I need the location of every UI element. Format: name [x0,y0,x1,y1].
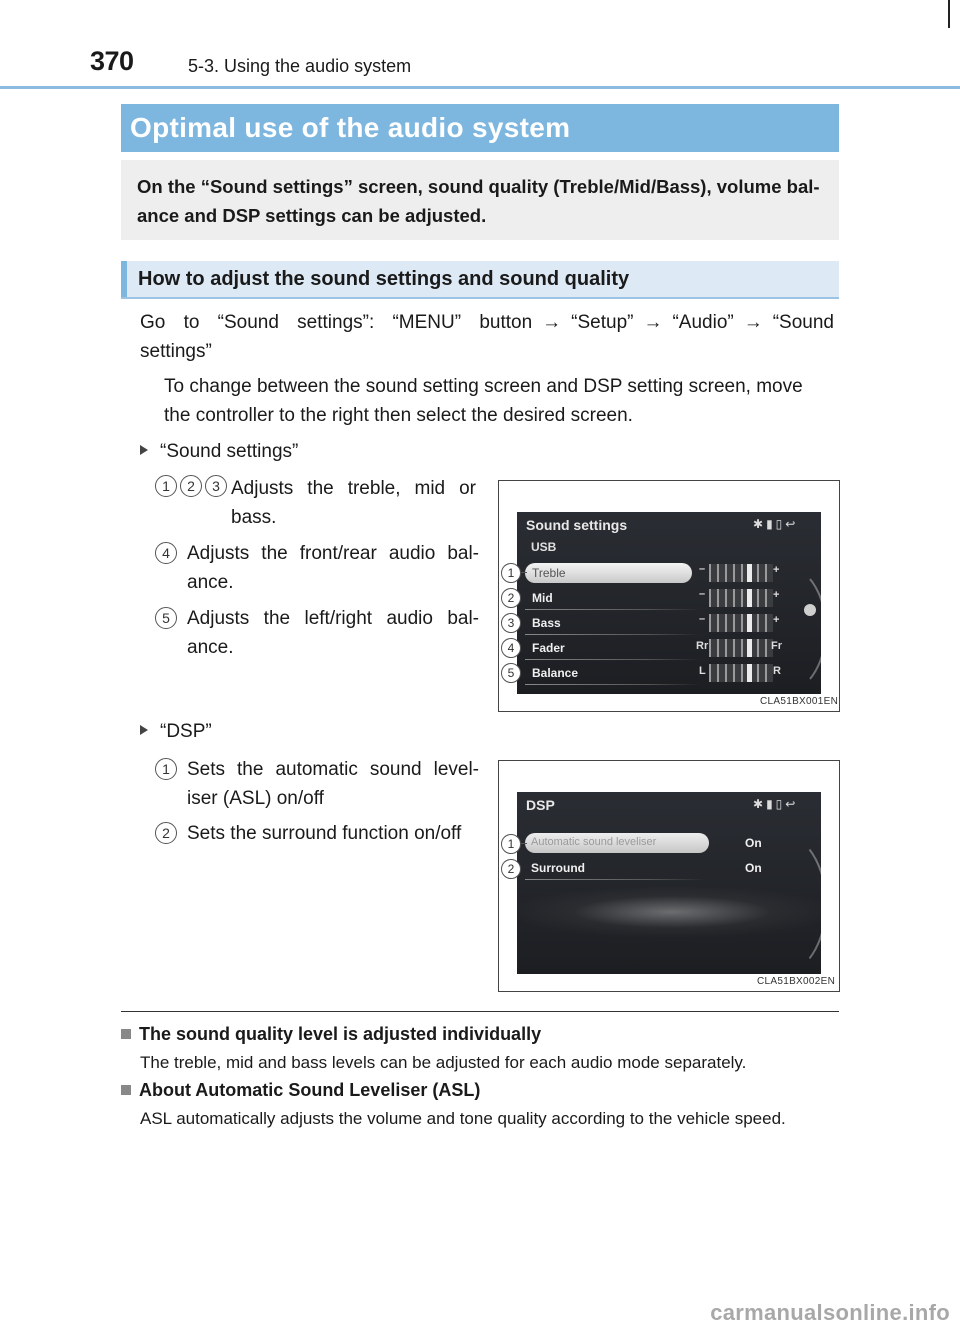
status-icons [753,797,798,811]
fader-rear-label: Rr [696,640,709,652]
phone-icon: ▯ [775,517,786,531]
row-divider [525,634,700,635]
screen-title: Sound settings [526,517,628,533]
goto-step-audio: “Audio” [672,312,734,333]
square-bullet-icon [121,1029,131,1039]
number-circle: 1 [155,758,177,780]
sound-settings-bullet [140,437,298,466]
signal-icon: ▮ [766,797,776,811]
row-fader[interactable]: Fader [532,641,565,655]
page-title: Optimal use of the audio system [130,112,571,143]
signal-icon: ▮ [766,517,776,531]
dsp-bullet [140,717,212,746]
scroll-arc [733,562,821,694]
note-2-heading-text: About Automatic Sound Leveliser (ASL) [139,1080,481,1100]
page-title-bar [121,104,839,152]
number-circle: 5 [155,607,177,629]
sound-item-text: Adjusts the treble, mid or bass. [231,478,476,528]
triangle-bullet-icon [140,445,148,455]
sound-settings-figure [498,480,840,712]
fader-front-label: Fr [771,640,782,652]
figure-code: CLA51BX001EN [760,696,839,707]
page-number: 370 [90,46,134,76]
goto-step-sound-settings: “Sound settings” [140,312,834,362]
header-rule [0,86,960,89]
row-automatic-sound-leveliser[interactable]: Automatic sound leveliser [531,836,657,848]
number-circle: 2 [180,475,202,497]
row-divider [525,684,700,685]
dsp-item-text: Sets the surround function on/off [187,823,462,844]
callout-3: 3 [501,613,521,633]
note-1-body: The treble, mid and bass levels can be adjusted for each audio mode separately. [140,1053,747,1072]
arrow-icon: → [743,312,763,333]
goto-prefix: Go to “Sound settings”: “MENU” button [140,312,533,333]
row-bass[interactable]: Bass [532,616,561,630]
sound-settings-bullet-label: “Sound settings” [160,441,299,462]
sound-item-text: Adjusts the front/rear audio bal-ance. [187,543,479,593]
row-balance[interactable]: Balance [532,666,579,680]
crop-mark [948,0,950,28]
dsp-figure [498,760,840,992]
plus-label: + [773,589,780,601]
callout-1: 1 [501,563,521,583]
callout-2: 2 [501,859,521,879]
triangle-bullet-icon [140,725,148,735]
arrow-icon: → [542,312,562,333]
row-mid[interactable]: Mid [532,591,553,605]
number-circle: 3 [205,475,227,497]
sound-settings-screen [517,512,821,694]
intro-text: On the “Sound settings” screen, sound quality (Treble/Mid/Bass), volume bal-ance and DSP settings can be adjusted. [137,176,820,226]
surround-value: On [745,861,762,875]
plus-label: + [773,564,780,576]
note-1-heading [121,1021,541,1047]
row-surround[interactable]: Surround [531,861,585,875]
dsp-bullet-label: “DSP” [160,721,212,742]
note-2-body: ASL automatically adjusts the volume and tone quality according to the vehicle speed. [140,1109,786,1128]
number-circle: 1 [155,475,177,497]
minus-label: – [699,588,706,600]
dsp-item-text: Sets the automatic sound level-iser (ASL) on/off [187,759,479,809]
callout-4: 4 [501,638,521,658]
row-divider [525,879,705,880]
goto-step-setup: “Setup” [571,312,634,333]
bluetooth-icon: ✱ [753,797,767,811]
scroll-arc [733,832,821,974]
row-divider [525,659,700,660]
back-arrow-icon[interactable]: ↩ [785,517,799,531]
number-circle: 4 [155,542,177,564]
plus-label: + [773,614,780,626]
balance-left-label: L [699,665,706,677]
callout-5: 5 [501,663,521,683]
note-1-heading-text: The sound quality level is adjusted individually [139,1024,542,1044]
minus-label: – [699,563,706,575]
screen-title: DSP [526,797,555,813]
subheading: How to adjust the sound settings and sound quality [138,268,630,290]
status-icons [753,517,798,531]
figure-code: CLA51BX002EN [757,976,836,987]
sound-item-4 [155,539,480,597]
balance-right-label: R [773,665,781,677]
dsp-screen [517,792,821,974]
controller-knob-icon [804,604,816,616]
dsp-item-2 [155,819,480,848]
sound-item-text: Adjusts the left/right audio bal-ance. [187,608,479,658]
row-divider [525,609,700,610]
note-2-heading [121,1077,480,1103]
section-reference: 5-3. Using the audio system [188,56,412,76]
intro-box [121,160,839,240]
callout-2: 2 [501,588,521,608]
row-treble[interactable]: Treble [532,566,566,580]
number-circle: 2 [155,822,177,844]
navigation-instructions [140,308,834,366]
watermark: carmanualsonline.info [710,1300,950,1325]
audio-source: USB [531,540,557,554]
asl-value: On [745,836,762,850]
phone-icon: ▯ [775,797,786,811]
callout-1: 1 [501,834,521,854]
screen-change-note: To change between the sound setting screen and DSP setting screen, move the controller to the right then select the desired screen. [164,376,803,426]
dsp-item-1 [155,755,480,813]
back-arrow-icon[interactable]: ↩ [785,797,799,811]
sound-item-1-2-3 [155,474,480,532]
bluetooth-icon: ✱ [753,517,767,531]
section-divider [121,1011,839,1012]
square-bullet-icon [121,1085,131,1095]
subheading-bar [121,261,839,299]
arrow-icon: → [643,312,663,333]
minus-label: – [699,613,706,625]
sound-item-5 [155,604,480,662]
